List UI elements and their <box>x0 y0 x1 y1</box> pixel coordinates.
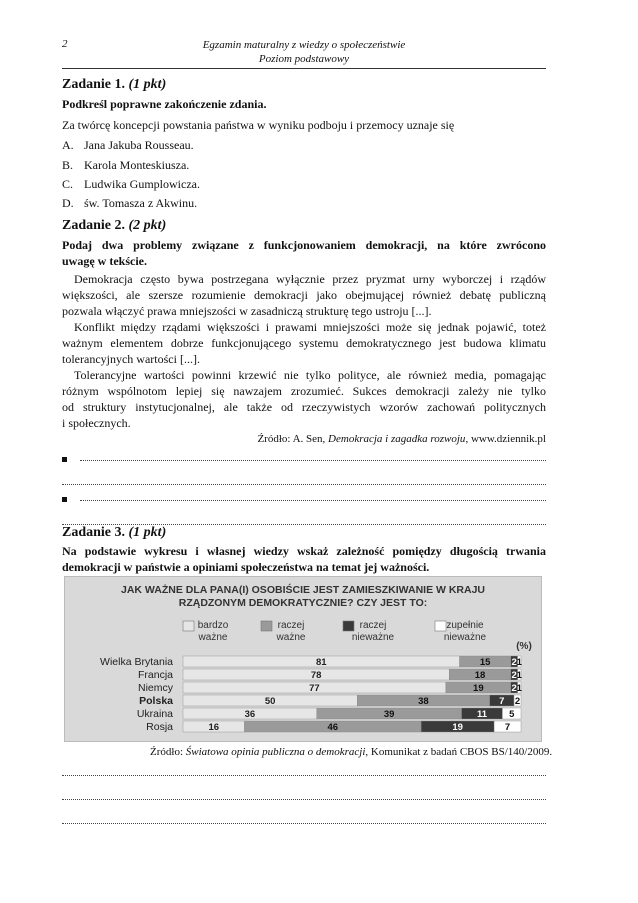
answer-line[interactable] <box>80 490 546 501</box>
task2-points: (2 pkt) <box>128 218 167 233</box>
task2-text-line: Tolerancyjne wartości powinni krzewić nie tylko polityce, ale również media, pomagając <box>74 368 546 382</box>
task2-text-line: Demokracja często bywa postrzegana wyłącznie przez pryzmat urny wyborczej i rządów <box>74 272 546 286</box>
option-letter: C. <box>62 177 74 191</box>
task3-points: (1 pkt) <box>128 525 167 540</box>
task2-source <box>257 432 546 446</box>
data-label: 77 <box>309 683 320 694</box>
data-label: 78 <box>310 670 322 681</box>
unit-label: (%) <box>516 641 532 652</box>
task2-title: Zadanie 2. <box>62 218 126 233</box>
data-label: 1 <box>516 657 522 668</box>
legend-label: zupełnie <box>446 620 484 631</box>
data-label: 2 <box>511 657 517 668</box>
option-text: Jana Jakuba Rousseau. <box>84 138 194 152</box>
legend-label: raczej <box>359 620 387 631</box>
data-label: 1 <box>516 683 522 694</box>
data-label: 7 <box>499 696 505 707</box>
task2-text-line: pozwala włączyć prawa mniejszości w zasadniczą strukturę tego ustroju [...]. <box>62 304 432 318</box>
task3-source <box>150 745 552 759</box>
task1-points: (1 pkt) <box>128 77 167 92</box>
chart-svg <box>65 577 541 741</box>
source-suffix: , Komunikat z badań CBOS BS/140/2009. <box>365 746 553 758</box>
task2-instruction-line1: Podaj dwa problemy związane z funkcjonowaniem demokracji, na które zwrócono <box>62 238 546 252</box>
chart-title: RZĄDZONYM DEMOKRATYCZNIE? CZY JEST TO: <box>178 597 428 609</box>
legend-label: ważne <box>276 632 306 643</box>
answer-line[interactable] <box>62 765 546 776</box>
data-label: 2 <box>511 683 517 694</box>
data-label: 81 <box>315 657 327 668</box>
task2-text-line: większości, ale szersze rozumienie demokracji jako obejmującej również debatę publiczną <box>62 288 546 302</box>
data-label: 46 <box>327 722 339 733</box>
data-label: 38 <box>418 696 429 707</box>
task1-heading <box>62 77 166 93</box>
data-label: 36 <box>244 709 256 720</box>
task3-instruction-line1: Na podstawie wykresu i własnej wiedzy wskaż zależność pomiędzy długością trwania <box>62 544 546 558</box>
category-label: Niemcy <box>137 682 173 694</box>
source-prefix: Źródło: A. Sen, <box>257 433 329 445</box>
legend-label: bardzo <box>197 620 229 631</box>
option-letter: D. <box>62 196 74 210</box>
task1-title: Zadanie 1. <box>62 77 126 92</box>
data-label: 18 <box>474 670 486 681</box>
chart-title: JAK WAŻNE DLA PANA(I) OSOBIŚCIE JEST ZAMIESZKIWANIE W KRAJU <box>120 584 486 596</box>
source-title: Światowa opinia publiczna o demokracji <box>185 746 366 758</box>
option-letter: B. <box>62 158 74 172</box>
data-label: 5 <box>509 709 515 720</box>
task2-text-line: od struktury instytucjonalnej, ale także od rzeczywistych wzorów zachowań politycznych <box>62 400 546 414</box>
source-suffix: , www.dziennik.pl <box>465 433 546 445</box>
legend-swatch <box>435 621 446 631</box>
task2-heading <box>62 218 166 234</box>
task2-text-line: różnym wspólnotom lepiej się nawzajem zrozumieć. Sukces demokracji zależy nie tylko <box>62 384 546 398</box>
answer-line[interactable] <box>62 789 546 800</box>
task2-text-line: Konflikt między rządami większości i prawami mniejszości może się jednak pojawić, toteż <box>74 320 546 334</box>
data-label: 19 <box>473 683 484 694</box>
page-number: 2 <box>62 38 68 50</box>
task2-instruction-line2: uwagę w tekście. <box>62 254 147 268</box>
legend-swatch <box>183 621 194 631</box>
source-title: Demokracja i zagadka rozwoju <box>328 433 466 445</box>
survey-chart <box>64 576 542 742</box>
answer-bullet <box>62 457 67 462</box>
task2-text-line: i społecznych. <box>62 416 131 430</box>
legend-label: ważne <box>198 632 228 643</box>
category-label: Polska <box>139 695 173 707</box>
data-label: 15 <box>479 657 491 668</box>
legend-label: nieważne <box>351 632 395 643</box>
category-label: Rosja <box>146 721 173 733</box>
category-label: Francja <box>137 669 173 681</box>
option-text: św. Tomasza z Akwinu. <box>84 196 198 210</box>
answer-line[interactable] <box>62 813 546 824</box>
data-label: 7 <box>504 722 511 733</box>
task1-option-d[interactable] <box>62 195 197 211</box>
answer-line[interactable] <box>62 514 546 525</box>
data-label: 16 <box>208 722 220 733</box>
task1-option-a[interactable] <box>62 137 194 153</box>
answer-line[interactable] <box>80 450 546 461</box>
task2-text-line: tolerancyjnych wartości [...]. <box>62 352 200 366</box>
task1-option-b[interactable] <box>62 157 189 173</box>
legend-swatch <box>343 621 354 631</box>
legend-label: raczej <box>277 620 305 631</box>
task3-instruction-line2: demokracji w państwie a opiniami społeczeństwa na temat jej ważności. <box>62 560 430 574</box>
task3-heading <box>62 525 166 541</box>
legend-label: nieważne <box>443 632 487 643</box>
task1-stem: Za twórcę koncepcji powstania państwa w wyniku podboju i przemocy uznaje się <box>62 118 455 132</box>
page-header <box>62 38 546 68</box>
data-label: 11 <box>476 709 488 720</box>
answer-line[interactable] <box>62 474 546 485</box>
task1-option-c[interactable] <box>62 176 200 192</box>
header-title: Egzamin maturalny z wiedzy o społeczeństwie <box>202 39 406 51</box>
option-text: Karola Monteskiusza. <box>84 158 190 172</box>
data-label: 19 <box>452 722 463 733</box>
option-letter: A. <box>62 138 74 152</box>
task1-instruction: Podkreśl poprawne zakończenie zdania. <box>62 97 267 111</box>
data-label: 39 <box>383 709 395 720</box>
header-subtitle: Poziom podstawowy <box>258 53 350 65</box>
header-rule <box>62 68 546 69</box>
task2-text-line: ważnym elementem dobrze funkcjonującego systemu demokratycznego jest budowa klimatu <box>62 336 546 350</box>
task3-title: Zadanie 3. <box>62 525 126 540</box>
category-label: Wielka Brytania <box>100 656 173 668</box>
answer-bullet <box>62 497 67 502</box>
data-label: 1 <box>516 670 522 681</box>
data-label: 50 <box>264 696 276 707</box>
data-label: 2 <box>511 670 517 681</box>
category-label: Ukraina <box>136 708 173 720</box>
legend-swatch <box>261 621 272 631</box>
data-label: 2 <box>514 696 521 707</box>
option-text: Ludwika Gumplowicza. <box>84 177 200 191</box>
source-prefix: Źródło: <box>150 746 186 758</box>
